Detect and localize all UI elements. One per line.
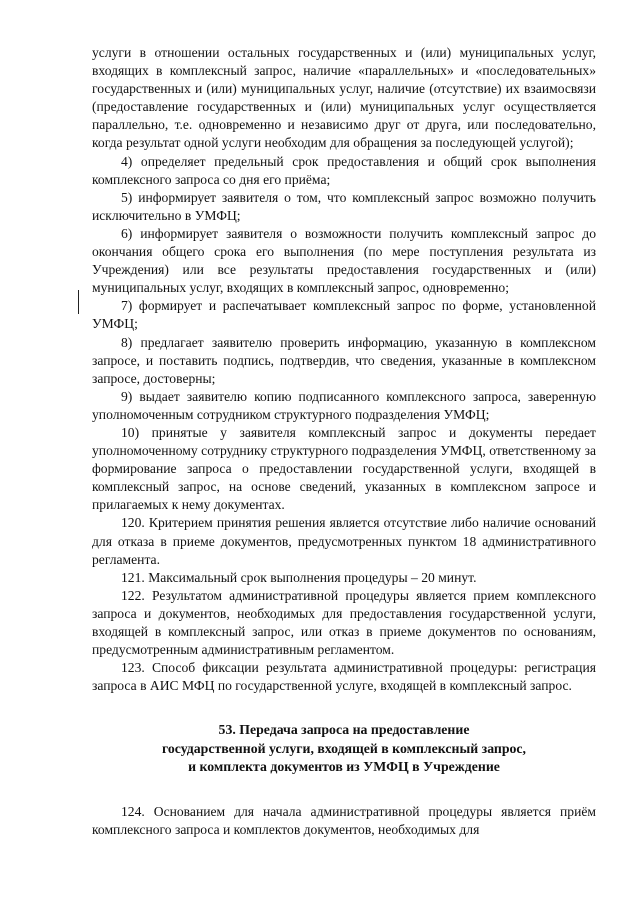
paragraph-item-8: 8) предлагает заявителю проверить информацию, указанную в комплексном запросе, и поставить подпись, подтвердив, что сведения, указанные в комплексном запросе, достоверны; xyxy=(92,334,596,386)
paragraph-122: 122. Результатом административной процедуры является прием комплексного запроса и документов, необходимых для предоставления государственной услуги, входящей в комплексный запрос, или отказ в приеме документов по основаниям, предусмотренным административным регламентом. xyxy=(92,587,596,658)
section-heading-line-3: и комплекта документов из УМФЦ в Учреждение xyxy=(188,759,500,775)
paragraph-123: 123. Способ фиксации результата административной процедуры: регистрация запроса в АИС МФЦ по государственной услуге, входящей в комплексный запрос. xyxy=(92,660,596,694)
paragraph-item-7: 7) формирует и распечатывает комплексный запрос по форме, установленной УМФЦ; xyxy=(92,298,596,332)
change-bar xyxy=(78,290,79,314)
section-heading-line-1: 53. Передача запроса на предоставление xyxy=(218,722,470,738)
section-heading-line-2: государственной услуги, входящей в комплексный запрос, xyxy=(161,740,527,756)
paragraph-item-6: 6) информирует заявителя о возможности получить комплексный запрос до окончания общего срока его выполнения (по мере поступления результата из Учреждения) или все результаты предоставления государственных и (или) муниципальных услуг, входящих в комплексный запрос, одновременно; xyxy=(92,225,596,296)
paragraph-item-4: 4) определяет предельный срок предоставления и общий срок выполнения комплексного запроса со дня его приёма; xyxy=(92,153,596,187)
paragraph-120: 120. Критерием принятия решения является отсутствие либо наличие оснований для отказа в приеме документов, предусмотренных пунктом 18 административного регламента. xyxy=(92,515,596,567)
paragraph-item-10: 10) принятые у заявителя комплексный запрос и документы передает уполномоченному сотруднику структурного подразделения УМФЦ, ответственному за формирование запроса о предоставлении государственной услуги, входящей в комплексный запрос, на основе сведений, указанных в комплексном запросе и прилагаемых к нему документах. xyxy=(92,424,596,513)
paragraph-121: 121. Максимальный срок выполнения процедуры – 20 минут. xyxy=(121,569,477,585)
paragraph-item-5: 5) информирует заявителя о том, что комплексный запрос возможно получить исключительно в УМФЦ; xyxy=(92,189,596,223)
paragraph-item-9: 9) выдает заявителю копию подписанного комплексного запроса, заверенную уполномоченным сотрудником структурного подразделения УМФЦ; xyxy=(92,388,596,422)
paragraph-124: 124. Основанием для начала административной процедуры является приём комплексного запроса и комплектов документов, необходимых для xyxy=(92,803,596,837)
section-heading xyxy=(92,721,596,776)
document-page xyxy=(92,44,596,839)
paragraph-continuation: услуги в отношении остальных государственных и (или) муниципальных услуг, входящих в комплексный запрос, наличие «параллельных» и «последовательных» государственных и (или) муниципальных услуг, наличие (отсутствие) их взаимосвязи (предоставление государственных и (или) муниципальных услуг осуществляется параллельно, т.е. одновременно и независимо друг от друга, или последовательно, когда результат одной услуги необходим для обращения за последующей услугой); xyxy=(92,45,596,151)
